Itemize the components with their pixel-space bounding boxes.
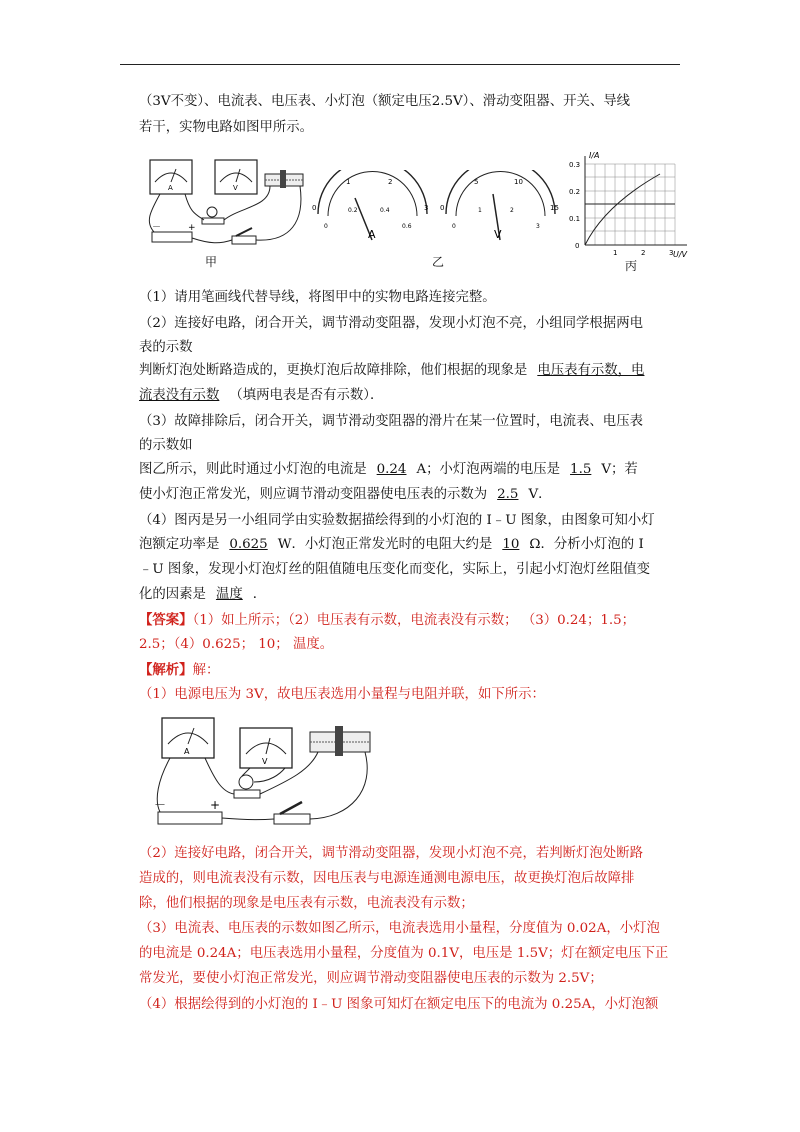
text-line: 若干，实物电路如图甲所示。 [139,120,314,135]
question-1: （1）请用笔画线代替导线，将图甲中的实物电路连接完整。 [139,290,496,305]
graph-xtick-2: 2 [641,249,646,257]
answer-blank: 0.625 [229,537,268,552]
answer-blank: 电压表有示数，电 [537,363,645,378]
ammeter-dial [310,170,435,245]
graph-xtick-3: 3 [669,249,674,257]
analysis-4-line-1: （4）根据绘得到的小灯泡的 I﹣U 图象可知灯在额定电压下的电流为 0.25A，小灯泡额 [139,997,659,1012]
ammeter-small-2: 0.4 [380,207,390,214]
graph-ytick-2: 0.2 [569,188,581,196]
answer-line-2: 2.5；（4）0.625； 10； 温度。 [139,637,334,652]
graph-x-label: U/V [673,250,688,259]
question-2-line-3: 判断灯泡处断路造成的，更换灯泡后故障排除，他们根据的现象是 电压表有示数，电 [139,361,687,381]
question-2-line-2: 表的示数 [139,340,193,355]
battery-minus: － [152,223,162,233]
voltmeter-small-0: 0 [452,223,456,230]
graph-y-label: I/A [589,151,600,160]
ammeter-tick-1: 1 [346,178,351,186]
question-3-line-2: 的示数如 [139,438,193,453]
voltmeter-small-1: 1 [478,207,482,214]
ammeter-tick-3: 3 [424,204,429,212]
iu-graph [565,150,695,260]
battery-minus-2: － [154,798,167,812]
answer-blank: 流表没有示数 [139,388,220,403]
analysis-3-line-3: 常发光，要使小灯泡正常发光，则应调节滑动变阻器使电压表的示数为 2.5V； [139,971,603,986]
voltmeter-tick-0: 0 [440,204,445,212]
question-3-line-1: （3）故障排除后，闭合开关，调节滑动变阻器的滑片在某一位置时，电流表、电压表 [139,414,643,429]
voltmeter-tick-2: 10 [514,178,523,186]
analysis-1: （1）电源电压为 3V，故电压表选用小量程与电阻并联，如下所示： [139,687,545,702]
question-2-line-1: （2）连接好电路，闭合开关，调节滑动变阻器，发现小灯泡不亮，小组同学根据两电 [139,316,643,331]
analysis-head: 【解析】解： [139,662,220,678]
answer-blank: 2.5 [497,487,519,502]
text-line: （3V不变）、电流表、电压表、小灯泡（额定电压2.5V）、滑动变阻器、开关、导线 [139,94,631,109]
voltmeter-tick-3: 15 [550,204,559,212]
graph-ytick-1: 0.1 [569,215,581,223]
completed-circuit-figure [150,710,380,832]
voltmeter-letter: V [233,184,238,192]
voltmeter-dial [438,170,563,245]
answer-blank: 0.24 [376,462,407,477]
answer-line-1: 【答案】（1）如上所示；（2）电压表有示数，电流表没有示数； （3）0.24；1.5； [139,612,636,628]
ammeter-tick-0: 0 [312,204,317,212]
ammeter-small-0: 0 [324,223,328,230]
answer-blank: 1.5 [570,462,592,477]
question-2-line-4: 流表没有示数 （填两电表是否有示数）． [139,388,384,403]
analysis-3-line-2: 的电流是 0.24A；电压表选用小量程，分度值为 0.1V，电压是 1.5V；灯在额定电压下正 [139,946,669,961]
circuit-figure-jia [140,152,310,262]
question-4-line-4: 化的因素是 温度 ． [139,587,267,602]
ammeter-letter: A [168,184,173,192]
ammeter-tick-2: 2 [388,178,393,186]
question-4-line-1: （4）图丙是另一小组同学由实验数据描绘得到的小灯泡的 I﹣U 图象，由图象可知小灯 [139,513,655,528]
question-3-line-4: 使小灯泡正常发光，则应调节滑动变阻器使电压表的示数为 2.5 V． [139,487,552,502]
analysis-2-line-1: （2）连接好电路，闭合开关，调节滑动变阻器，发现小灯泡不亮，若判断灯泡处断路 [139,846,643,861]
ammeter-unit: A [368,228,376,241]
graph-xtick-1: 1 [613,249,618,257]
voltmeter-small-2: 2 [510,207,514,214]
voltmeter-small-3: 3 [536,223,540,230]
answer-blank: 温度 [215,587,243,602]
figure-label-jia: 甲 [205,255,218,269]
voltmeter-unit: V [494,228,502,241]
voltmeter-tick-1: 5 [474,178,479,186]
analysis-2-line-2: 造成的，则电流表没有示数，因电压表与电源连通测电源电压，故更换灯泡后故障排 [139,871,635,886]
question-4-line-3: ﹣U 图象，发现小灯泡灯丝的阻值随电压变化而变化，实际上，引起小灯泡灯丝阻值变 [139,562,650,577]
figure-label-bing: 丙 [625,259,638,273]
answer-blank: 10 [502,537,520,552]
figure-label-yi: 乙 [432,255,445,269]
ammeter-letter-2: A [184,747,190,756]
graph-ytick-3: 0.3 [569,161,581,169]
question-4-line-2: 泡额定功率是 0.625 W．小灯泡正常发光时的电阻大约是 10 Ω．分析小灯泡的 I [139,537,644,552]
analysis-2-line-3: 除，他们根据的现象是电压表有示数，电流表没有示数； [139,896,474,911]
question-3-line-3: 图乙所示，则此时通过小灯泡的电流是 0.24 A；小灯泡两端的电压是 1.5 V；若 [139,462,638,477]
voltmeter-letter-2: V [262,757,268,766]
battery-plus-2: + [210,798,221,812]
battery-plus: + [188,223,196,233]
ammeter-small-1: 0.2 [348,207,358,214]
answer-tag: 【答案】 [139,612,193,628]
graph-ytick-0: 0 [575,242,580,250]
analysis-tag: 【解析】 [139,662,193,678]
header-rule [120,64,680,65]
analysis-3-line-1: （3）电流表、电压表的示数如图乙所示，电流表选用小量程，分度值为 0.02A，小灯泡 [139,921,660,936]
ammeter-small-3: 0.6 [402,223,412,230]
